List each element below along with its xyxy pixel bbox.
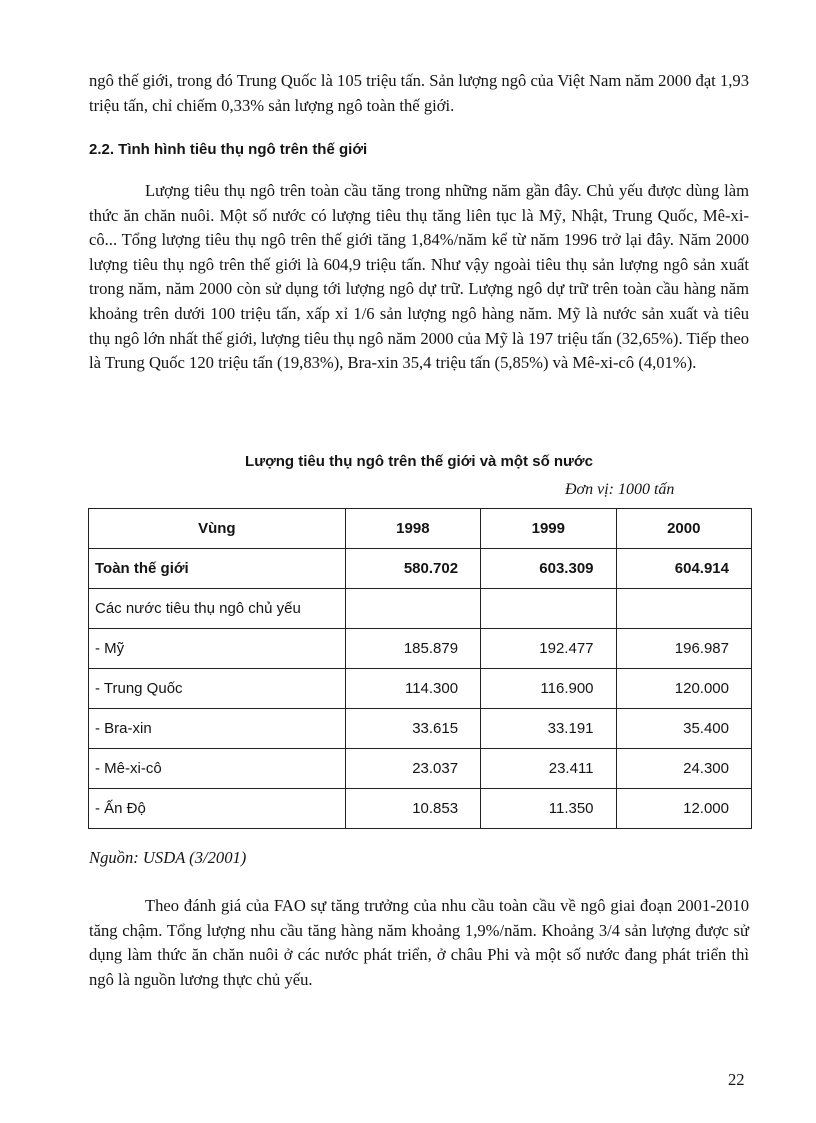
row-label: - Mê-xi-cô bbox=[89, 749, 346, 789]
table-row-world bbox=[89, 549, 752, 589]
value-1998: 10.853 bbox=[345, 789, 480, 829]
value-2000: 604.914 bbox=[616, 549, 751, 589]
header-1999: 1999 bbox=[481, 509, 616, 549]
row-label: Các nước tiêu thụ ngô chủ yếu bbox=[89, 589, 346, 629]
value-1999: 116.900 bbox=[481, 669, 616, 709]
row-label: Toàn thế giới bbox=[89, 549, 346, 589]
fao-paragraph bbox=[89, 894, 749, 992]
table-source: Nguồn: USDA (3/2001) bbox=[89, 848, 247, 867]
row-label: - Bra-xin bbox=[89, 709, 346, 749]
table-row-usa bbox=[89, 629, 752, 669]
value-1998 bbox=[345, 589, 480, 629]
value-2000: 24.300 bbox=[616, 749, 751, 789]
table-row-mexico bbox=[89, 749, 752, 789]
row-label: - Ấn Độ bbox=[89, 789, 346, 829]
value-1998: 33.615 bbox=[345, 709, 480, 749]
table-title: Lượng tiêu thụ ngô trên thế giới và một số nước bbox=[245, 453, 593, 470]
intro-paragraph: ngô thế giới, trong đó Trung Quốc là 105 triệu tấn. Sản lượng ngô của Việt Nam năm 2000 đạt 1,93 triệu tấn, chỉ chiếm 0,33% sản lượng ngô toàn thế giới. bbox=[89, 71, 749, 115]
value-1999: 33.191 bbox=[481, 709, 616, 749]
table-row-brazil bbox=[89, 709, 752, 749]
value-1999: 603.309 bbox=[481, 549, 616, 589]
value-1999 bbox=[481, 589, 616, 629]
value-1999: 11.350 bbox=[481, 789, 616, 829]
value-2000: 12.000 bbox=[616, 789, 751, 829]
table-row-india bbox=[89, 789, 752, 829]
table-header-row bbox=[89, 509, 752, 549]
value-1999: 23.411 bbox=[481, 749, 616, 789]
table-unit: Đơn vị: 1000 tấn bbox=[565, 481, 675, 498]
value-2000 bbox=[616, 589, 751, 629]
value-1998: 23.037 bbox=[345, 749, 480, 789]
value-2000: 196.987 bbox=[616, 629, 751, 669]
value-1998: 580.702 bbox=[345, 549, 480, 589]
value-1998: 185.879 bbox=[345, 629, 480, 669]
row-label: - Trung Quốc bbox=[89, 669, 346, 709]
consumption-table bbox=[88, 508, 752, 829]
header-2000: 2000 bbox=[616, 509, 751, 549]
consumption-paragraph-text: Lượng tiêu thụ ngô trên toàn cầu tăng trong những năm gần đây. Chủ yếu được dùng làm thức ăn chăn nuôi. Một số nước có lượng tiêu thụ tăng liên tục là Mỹ, Nhật, Trung Quốc, Mê-xi-cô... Tổng lượng tiêu thụ ngô trên thế giới tăng 1,84%/năm kể từ năm 1996 trở lại đây. Năm 2000 lượng tiêu thụ ngô trên thế giới là 604,9 triệu tấn. Như vậy ngoài tiêu thụ sản lượng ngô sản xuất trong năm, năm 2000 còn sử dụng tới lượng ngô dự trữ. Lượng ngô dự trữ trên toàn cầu hàng năm khoảng trên dưới 100 triệu tấn, xấp xỉ 1/6 sản lượng ngô hàng năm. Mỹ là nước sản xuất và tiêu thụ ngô lớn nhất thế giới, lượng tiêu thụ ngô năm 2000 của Mỹ là 197 triệu tấn (32,65%). Tiếp theo là Trung Quốc 120 triệu tấn (19,83%), Bra-xin 35,4 triệu tấn (5,85%) và Mê-xi-cô (4,01%). bbox=[89, 181, 749, 373]
value-1998: 114.300 bbox=[345, 669, 480, 709]
consumption-paragraph bbox=[89, 179, 749, 376]
page-number: 22 bbox=[728, 1070, 745, 1089]
table-row-major-consumers bbox=[89, 589, 752, 629]
value-2000: 120.000 bbox=[616, 669, 751, 709]
value-2000: 35.400 bbox=[616, 709, 751, 749]
header-1998: 1998 bbox=[345, 509, 480, 549]
header-region: Vùng bbox=[89, 509, 346, 549]
table-row-china bbox=[89, 669, 752, 709]
section-heading: 2.2. Tình hình tiêu thụ ngô trên thế giới bbox=[89, 141, 368, 158]
fao-paragraph-text: Theo đánh giá của FAO sự tăng trưởng của nhu cầu toàn cầu về ngô giai đoạn 2001-2010 tăng chậm. Tổng lượng nhu cầu tăng hàng năm khoảng 1,9%/năm. Khoảng 3/4 sản lượng được sử dụng làm thức ăn chăn nuôi ở các nước phát triển, ở châu Phi và một số nước đang phát triển thì ngô là nguồn lương thực chủ yếu. bbox=[89, 896, 749, 989]
value-1999: 192.477 bbox=[481, 629, 616, 669]
row-label: - Mỹ bbox=[89, 629, 346, 669]
